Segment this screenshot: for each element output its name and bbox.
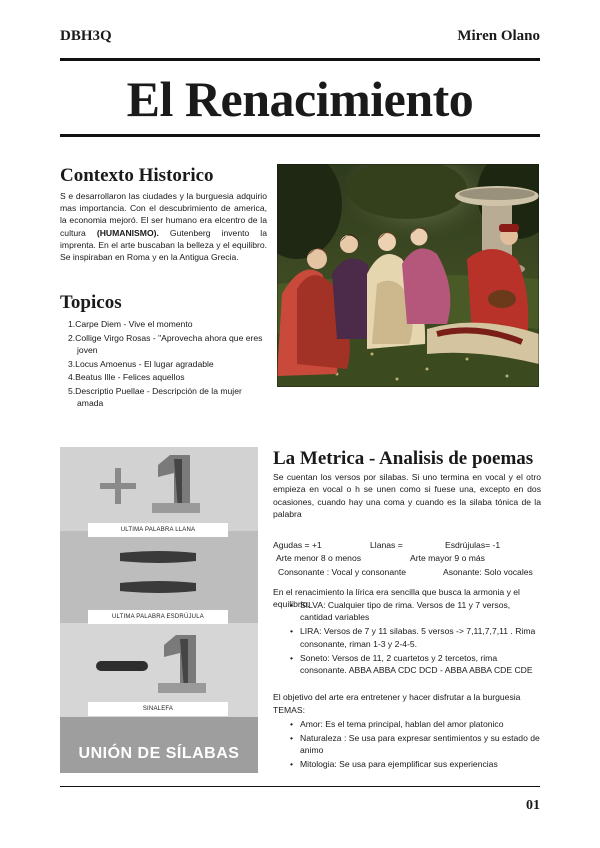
estrofa-item: • SILVA: Cualquier tipo de rima. Versos de 11 y 7 versos, cantidad variables — [290, 599, 540, 624]
contexto-text-1: S e desarrollaron las ciudades y la burguesia adquirio mas importancia. Con el descubrimiento de america, la economia mejoró. El ser humano era elcentro de la cultura — [60, 191, 267, 238]
topico-item: 3.Locus Amoenus - El lugar agradable — [68, 358, 214, 369]
topico-item: 1.Carpe Diem - Vive el momento — [68, 319, 193, 329]
label-sinalefa: SINALEFA — [88, 702, 228, 716]
contexto-body — [60, 190, 267, 263]
topicos-heading: Topicos — [60, 292, 122, 313]
topicos-list — [68, 318, 268, 411]
number-one-icon — [158, 633, 208, 695]
arte-mayor: Arte mayor 9 o más — [410, 553, 485, 563]
temas-list — [290, 718, 540, 772]
estrofa-item: • Soneto: Versos de 11, 2 cuartetos y 2 tercetos, rima consonante. ABBA ABBA CDC DCD - ABBA ABBA CDE CDE — [290, 652, 540, 677]
agudas-rule: Agudas = +1 — [273, 540, 322, 550]
number-one-icon — [152, 453, 202, 515]
label-ultima-esdrujula: ULTIMA PALABRA ESDRÚJULA — [88, 610, 228, 624]
estrofas-list — [290, 599, 540, 678]
arte-menor: Arte menor 8 o menos — [276, 553, 362, 563]
tema-item: • Naturaleza : Se usa para expresar sentimientos y su estado de animo — [290, 732, 540, 757]
label-ultima-llana: ULTIMA PALABRA LLANA — [88, 523, 228, 537]
topico-item: 5.Descriptio Puellae - Descripción de la mujer amada — [68, 386, 242, 409]
objetivo-statement: El objetivo del arte era entretener y hacer disfrutar a la burguesia — [273, 692, 521, 702]
estrofa-item: • LIRA: Versos de 7 y 11 silabas. 5 versos -> 7,11,7,7,11 . Rima consonante, riman 1-3 y 2-4-5. — [290, 625, 540, 650]
plus-icon — [100, 467, 140, 507]
renaissance-painting — [277, 164, 539, 387]
contexto-text-2: Gutenberg invento la imprenta. En el arte buscaban la belleza y el equilibro. Se inspiraban en Roma y en la Antigua Grecia. — [60, 227, 267, 263]
topico-item: 2.Collige Virgo Rosas - "Aprovecha ahora que eres joven — [68, 332, 263, 355]
page-number: 01 — [526, 798, 540, 813]
page-title: El Renacimiento — [126, 71, 474, 127]
temas-label: TEMAS: — [273, 705, 305, 715]
class-code: DBH3Q — [60, 28, 112, 44]
union-de-silabas-caption: UNIÓN DE SÍLABAS — [78, 745, 240, 762]
footer-rule — [60, 786, 540, 787]
esdrujulas-rule: Esdrújulas= -1 — [445, 540, 501, 550]
metrica-intro: Se cuentan los versos por silabas. Si uno termina en vocal y el otro empieza en vocal o h se unen como si fuese una, excepto en dos ocasiones, cuando hay una coma y cuando es la silaba tónica de la palabra — [273, 472, 541, 520]
contexto-heading: Contexto Historico — [60, 165, 214, 186]
tema-item: • Amor: Es el tema principal, hablan del amor platonico — [290, 718, 540, 730]
minus-icon — [96, 661, 152, 673]
syllable-union-graphic — [60, 447, 258, 773]
author-name: Miren Olano — [457, 28, 540, 44]
metrica-heading: La Metrica - Analisis de poemas — [273, 448, 534, 469]
humanismo-term: (HUMANISMO). — [96, 227, 159, 238]
equals-icon — [118, 547, 198, 597]
rima-asonante: Asonante: Solo vocales — [443, 567, 533, 577]
title-rule — [60, 134, 540, 137]
topico-item: 4.Beatus Ille - Felices aquellos — [68, 372, 185, 383]
tema-item: • Mitologia: Se usa para ejemplificar sus experiencias — [290, 758, 540, 770]
rima-consonante: Consonante : Vocal y consonante — [278, 567, 407, 577]
lirica-statement: En el renacimiento la lírica era sencilla que busca la armonia y el equilibrio. — [273, 587, 520, 610]
llanas-rule: Llanas = — [370, 540, 403, 550]
top-rule — [60, 58, 540, 61]
